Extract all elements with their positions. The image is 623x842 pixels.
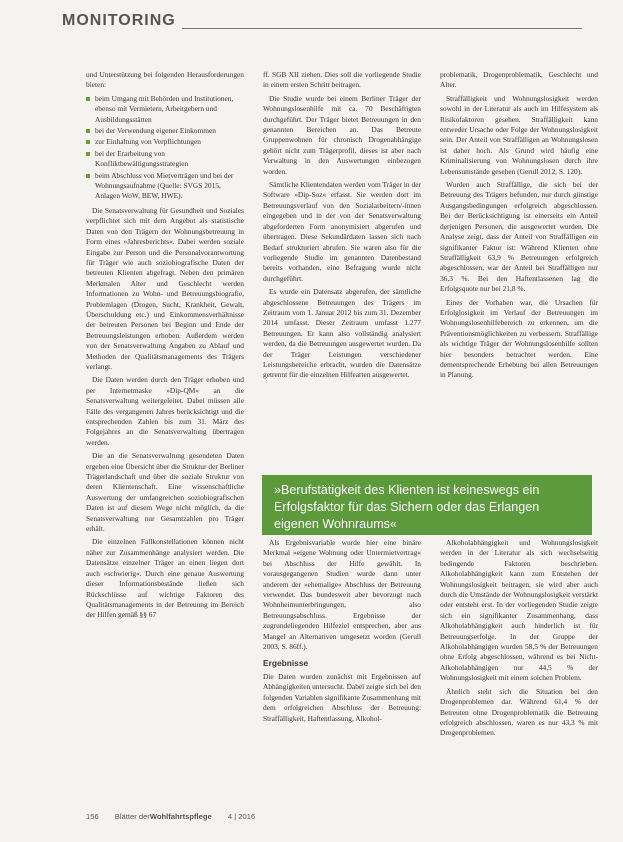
- column-2: [263, 70, 421, 384]
- paragraph: ff. SGB XII ziehen. Dies soll die vorliegende Studie in einem ersten Schritt beitragen.: [263, 70, 421, 90]
- paragraph: Die einzelnen Fallkonstellationen können nicht näher zur Zusammenhänge analysiert werden. Die Datensätze einzelner Träger an einen liegen dort auch »schwierig«. Durch eine genaue Auswertung dieser Informationsbestände ließen sich Rückschlüsse auf wichtige Faktoren des Qualitätsmanagements in der Betreuung im Bereich der Hilfen gemäß §§ 67: [86, 537, 244, 620]
- bullet-item: zur Einhaltung von Verpflichtungen: [86, 137, 244, 147]
- paragraph: Eines der Vorhaben war, die Ursachen für Erfolglosigkeit im Verlauf der Betreuungen im Wohnungslosenhilfebereich zu erkennen, um die Präventionsmöglichkeiten zu verbessern. Straffällige als wichtige Träger der Wohnungslosenhilfe sollten hier besonders betrachtet werden. Eine dementsprechende Erhebung bei allen Betreuungen in Planung.: [440, 297, 598, 380]
- bullet-item: bei der Verwendung eigener Einkommen: [86, 126, 244, 136]
- bullet-item: beim Umgang mit Behörden und Institutionen, ebenso mit Vermietern, Arbeitgebern und Ausbildungsstätten: [86, 94, 244, 125]
- paragraph: Die Studie wurde bei einem Berliner Träger der Wohnungslosenhilfe mit ca. 70 Beschäftigten durchgeführt. Der Träger bietet Betreuungen in den genannten Bereichen an. Das Betreute Gruppenwohnen für chronisch Drogenabhängige gehört nicht zum Trägerprofil, dieses ist aber nach Verwaltung in den Auswertungen einbezogen worden.: [263, 93, 421, 176]
- subheading: Ergebnisse: [263, 658, 309, 669]
- column-3-lower: [440, 538, 598, 742]
- paragraph: Straffälligkeit und Wohnungslosigkeit werden sowohl in der Literatur als auch im Hilfesystem als Risikofaktoren gesehen. Straffälligkeit kann entweder Ursache oder Folge der Wohnungslosigkeit sein. Der Anteil von Straffälligen an Wohnungslosen ist daher hoch. Als Grund wird häufig eine Kriminalisierung von Wohnungslosen durch ihre Lebensumstände gesehen (Gerull 2012, S. 120).: [440, 93, 598, 176]
- paragraph: Es wurde ein Datensatz abgerufen, der sämtliche abgeschlossene Betreuungen des Trägers im Zeitraum vom 1. Januar 2012 bis zum 31. Dezember 2014 umfasst. Dieser Zeitraum umfasst 1.277 Betreuungen. Er kann also vollständig analysiert werden, da die Betreuungen ausgewertet wurden. Da der Träger Leistungen verschiedener Leistungsbereiche erbracht, wurden die Datensätze getrennt für die einzelnen Hilfearten ausgewertet.: [263, 287, 421, 380]
- paragraph: Die Daten werden durch den Träger erhoben und per Internetmaske »Dip-QM« an die Senatsverwaltung weitergeleitet. Dabei müssen alle Fälle des vergangenen Jahres berücksichtigt und die entsprechenden Zahlen bis zum 31. März des Folgejahres an die Senatsverwaltung übertragen werden.: [86, 375, 244, 447]
- pull-quote: »Berufstätigkeit des Klienten ist keineswegs ein Erfolgsfaktor für das Sichern oder das Erlangen eigenen Wohnraums«: [262, 475, 592, 535]
- column-3: [440, 70, 598, 384]
- bullet-item: bei der Erarbeitung von Konfliktbewältigungsstrategien: [86, 149, 244, 170]
- col1-intro: und Unterstützung bei folgenden Herausforderungen bieten:: [86, 70, 244, 90]
- paragraph: Sämtliche Klientendaten werden vom Träger in der Software »Dip-Soz« erfasst. Sie werden dort im Betreuungsverlauf von den Sozialarbeitern/-innen eingegeben und in der von der Senatsverwaltung abgeforderten Form anonymisiert abgerufen und übertragen. Diese Sekundärdaten lassen sich nach Bedarf strukturiert abrufen. Sie waren also für die vorliegende Studie im genannten Datenbestand bereits vorhanden, eine Befragung wurde nicht durchgeführt.: [263, 180, 421, 283]
- column-1: [86, 70, 244, 624]
- section-header: [62, 12, 582, 36]
- header-rule: [182, 28, 582, 29]
- column-2-lower: [263, 538, 421, 727]
- paragraph: Die Daten wurden zunächst mit Ergebnissen auf Abhängigkeiten untersucht. Dabei zeigte sich bei den folgenden Variablen signifikante Zusammenhang mit dem erfolgreichen Abschluss der Betreuung: Straffälligkeit, Haftentlassung, Alkohol-: [263, 671, 421, 723]
- publication-prefix: Blätter der: [114, 812, 150, 821]
- issue-number: 4 | 2016: [227, 812, 256, 821]
- publication-name: [115, 812, 212, 821]
- section-title: MONITORING: [62, 12, 176, 29]
- paragraph: Die Senatsverwaltung für Gesundheit und Soziales verpflichtet sich mit dem Angebot als statistische Daten von den Trägern der Wohnungsbetreuung in Form eines »Jahresberichts«. Dabei werden soziale Eingabe zur Person und die Personalvorantwortung für Träger wie auch soziobiografische Daten der betreuten Klienten abgefragt. Neben den primären Merkmalen Alter und Geschlecht werden Informationen zu Wohn- und Betreuungsbiografie, Problemlagen (Drogen, Sucht, Krankheit, Gewalt, Überschuldung etc.) und Einkommensverhältnisse der betreuten Personen bei Beginn und Ende der Betreuungsleistungen erhoben. Außerdem werden von der Senatsverwaltung Angaben zu Ablauf und Methoden der Qualitätsmanagements des Trägers verlangt.: [86, 205, 244, 371]
- paragraph: problematik, Drogenproblematik, Geschlecht und Alter.: [440, 70, 598, 90]
- paragraph: Als Ergebnisvariable wurde hier eine binäre Merkmal »eigene Wohnung oder Untermietvertrag« bei Abschluss der Hilfe gewählt. In vorausgegangenen Studien wurde dann unter anderem der »ehemalige« Abschluss der Betreuung verwendet. Das bundesweit aber bevorzugt nach Wohnheimunterbringungen, also Betreuungsabschluss. Ergebnisse der zugrundeliegenden Hilfeziel entsprechen, aber aus Mangel an Alternativen umgesetzt worden (Gerull 2003, S. 86ff.).: [263, 538, 421, 652]
- paragraph: Wurden auch Straffällige, die sich bei der Betreuung des Trägers befunden, nur durch günstige Ausgangsbedingungen erfolgreich abgeschlossen. Bei der Berücksichtigung ist einerseits ein Anteil derjenigen Personen, die ausgewertet wurden. Die Analyse zeigt, dass der Anteil von Straffälligen ein signifikanter Faktor ist: Während Klienten ohne Straffälligkeit 63,9 % Betreuungen erfolgreich abgeschlossen, war der Anteil bei Straffälligen nur 36,3 %. Bei den Haftentlassenen lag die Erfolgsquote nur bei 21,8 %.: [440, 180, 598, 294]
- publication-bold: Wohlfahrtspflege: [149, 812, 212, 821]
- paragraph: Alkoholabhängigkeit und Wohnungslosigkeit werden in der Literatur als sich wechselseitig bedingende Faktoren beschrieben. Alkoholabhängigkeit kann zum Entstehen der Wohnungslosigkeit beitragen, sie wird aber auch durch die Umstände der Wohnungslosigkeit verstärkt oder entsteht erst. In der vorliegenden Studie zeigte sich ein signifikanter Zusammenhang, dass Alkoholabhängigkeit auch hinderlich ist für Betreuungserfolge. In der Gruppe der Alkoholabhängigen wurden 58,5 % der Betreuungen ohne Erfolg abgeschlossen, während es bei Nicht-Alkoholabhängigen nur 44,5 % der Wohnungslosigkeit mit einem solchen Problem.: [440, 538, 598, 683]
- paragraph: Ähnlich steht sich die Situation bei den Drogenproblemen dar. Während 61,4 % der Betreuten ohne Drogenproblematik die Betreuung erfolgreich abschlossen, waren es nur 43,3 % mit Drogenproblemen.: [440, 686, 598, 738]
- page-number: 156: [86, 812, 99, 821]
- page-footer: [86, 812, 596, 821]
- bullet-item: beim Abschluss von Mietverträgen und bei der Wohnungsaufnahme (Quelle: SVGS 2015, Anlagen WoW, BEW, HWE).: [86, 171, 244, 202]
- paragraph: Die an die Senatsverwaltung gesendeten Daten ergeben eine Übersicht über die Struktur der Berliner Trägerlandschaft und über die soziale Struktur von deren Klientenschaft. Eine wissenschaftliche Auswertung der umfangreichen soziobiografischen Daten ist auf diesem Wege nicht möglich, da die Senatsverwaltung nur Gesamtzahlen pro Träger erhält.: [86, 451, 244, 534]
- bullet-list: [86, 94, 244, 202]
